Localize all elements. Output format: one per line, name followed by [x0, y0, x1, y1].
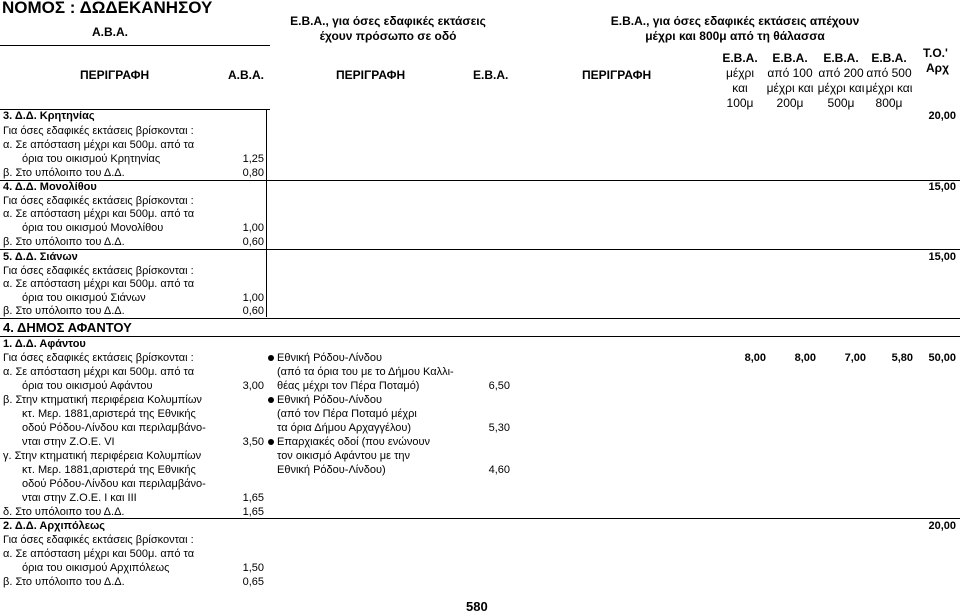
sea-col-1-l3: και: [732, 81, 748, 95]
road-1: Εθνική Ρόδου-Λίνδου: [277, 352, 382, 364]
bullet-icon: [268, 355, 274, 361]
monolithos-a-value: 1,00: [242, 222, 264, 234]
kritinia-a-value: 1,25: [242, 153, 264, 165]
kritinia-intro: Για όσες εδαφικές εκτάσεις βρίσκονται :: [3, 125, 194, 137]
afantou-sea-100: 8,00: [744, 352, 766, 364]
col-perigrafi-3: ΠΕΡΙΓΡΑΦΗ: [582, 68, 652, 82]
kritinia-a2: όρια του οικισμού Κρητηνίας: [22, 153, 161, 165]
row-rule: [0, 336, 960, 337]
row-rule: [0, 249, 960, 250]
afantou-a2: όρια του οικισμού Αφάντου: [22, 380, 153, 392]
header-sea-group: Ε.Β.Α., για όσες εδαφικές εκτάσεις απέχουν: [610, 14, 860, 28]
road-2: Εθνική Ρόδου-Λίνδου: [277, 394, 382, 406]
siana-a2: όρια του οικισμού Σιάνων: [22, 292, 146, 304]
row-rule: [0, 180, 960, 181]
afantou-sea-800: 5,80: [891, 352, 913, 364]
dimos-afantou-title: 4. ΔΗΜΟΣ ΑΦΑΝΤΟΥ: [3, 320, 132, 335]
sea-col-2-l4: 200μ: [776, 96, 804, 110]
road-3: Επαρχιακές οδοί (που ενώνουν: [277, 436, 430, 448]
siana-b: β. Στο υπόλοιπο του Δ.Δ.: [3, 305, 125, 317]
road-1-value: 6,50: [488, 380, 510, 392]
sea-col-3-l1: Ε.Β.Α.: [823, 51, 859, 65]
afantou-intro: Για όσες εδαφικές εκτάσεις βρίσκονται :: [3, 352, 194, 364]
sea-col-4-l4: 800μ: [875, 96, 903, 110]
kritinia-title: 3. Δ.Δ. Κρητηνίας: [3, 110, 95, 122]
afantou-d: δ. Στο υπόλοιπο του Δ.Δ.: [3, 506, 125, 518]
col-perigrafi-2: ΠΕΡΙΓΡΑΦΗ: [336, 68, 406, 82]
afantou-d-value: 1,65: [242, 506, 264, 518]
col-eba: Ε.Β.Α.: [473, 68, 509, 82]
archipoli-to: 20,00: [928, 520, 956, 532]
afantou-g1: γ. Στην κτηματική περιφέρεια Κολυμπίων: [3, 450, 202, 462]
archipoli-a1: α. Σε απόσταση μέχρι και 500μ. από τα: [3, 548, 195, 560]
col-to-1: Τ.Ο.': [923, 46, 948, 60]
road-2b: (από τον Πέρα Ποταμό μέχρι: [277, 408, 417, 420]
header-rule: [0, 45, 270, 46]
afantou-b-value: 3,50: [242, 436, 264, 448]
afantou-a1: α. Σε απόσταση μέχρι και 500μ. από τα: [3, 366, 195, 378]
afantou-b2: κτ. Μερ. 1881,αριστερά της Εθνικής: [22, 408, 196, 420]
afantou-sea-500: 7,00: [844, 352, 866, 364]
monolithos-title: 4. Δ.Δ. Μονολίθου: [3, 181, 97, 193]
sea-col-4-l3: μέχρι και: [865, 81, 913, 95]
afantou-a-value: 3,00: [242, 380, 264, 392]
siana-b-value: 0,60: [242, 305, 264, 317]
afantou-g3: οδού Ρόδου-Λίνδου και περιλαμβάνο-: [22, 478, 206, 490]
sea-col-2-l2: από 100: [767, 66, 813, 80]
siana-a-value: 1,00: [242, 292, 264, 304]
col-aba: Α.Β.Α.: [228, 68, 264, 82]
afantou-g2: κτ. Μερ. 1881,αριστερά της Εθνικής: [22, 464, 196, 476]
archipoli-a-value: 1,50: [242, 562, 264, 574]
bullet-icon: [268, 439, 274, 445]
archipoli-intro: Για όσες εδαφικές εκτάσεις βρίσκονται :: [3, 534, 194, 546]
monolithos-a2: όρια του οικισμού Μονολίθου: [22, 222, 164, 234]
monolithos-a1: α. Σε απόσταση μέχρι και 500μ. από τα: [3, 208, 195, 220]
afantou-b4: νται στην Ζ.Ο.Ε. VI: [22, 436, 115, 448]
road-2-value: 5,30: [488, 422, 510, 434]
afantou-b1: β. Στην κτηματική περιφέρεια Κολυμπίων: [3, 394, 202, 406]
sea-col-4-l2: από 500: [866, 66, 912, 80]
kritinia-b: β. Στο υπόλοιπο του Δ.Δ.: [3, 167, 125, 179]
sea-col-2-l1: Ε.Β.Α.: [772, 51, 808, 65]
page-number: 580: [466, 599, 488, 614]
sea-col-1-l4: 100μ: [726, 96, 754, 110]
row-rule: [0, 518, 960, 519]
kritinia-to: 20,00: [928, 110, 956, 122]
siana-a1: α. Σε απόσταση μέχρι και 500μ. από τα: [3, 278, 195, 290]
col-perigrafi-1: ΠΕΡΙΓΡΑΦΗ: [80, 68, 150, 82]
road-1c: θέας μέχρι τον Πέρα Ποταμό): [277, 380, 420, 392]
archipoli-title: 2. Δ.Δ. Αρχιπόλεως: [3, 520, 106, 532]
sea-col-3-l4: 500μ: [827, 96, 855, 110]
road-3c: Εθνική Ρόδου-Λίνδου): [277, 464, 386, 476]
road-3-value: 4,60: [488, 464, 510, 476]
header-aba: Α.Β.Α.: [92, 25, 128, 39]
afantou-to: 50,00: [928, 352, 956, 364]
monolithos-to: 15,00: [928, 181, 956, 193]
archipoli-b: β. Στο υπόλοιπο του Δ.Δ.: [3, 576, 125, 588]
sea-col-1-l1: Ε.Β.Α.: [722, 51, 758, 65]
header-road-group-2: έχουν πρόσωπο σε οδό: [319, 29, 457, 43]
afantou-g-value: 1,65: [242, 492, 264, 504]
siana-to: 15,00: [928, 251, 956, 263]
kritinia-a1: α. Σε απόσταση μέχρι και 500μ. από τα: [3, 139, 195, 151]
afantou-sea-200: 8,00: [794, 352, 816, 364]
header-sea-group-2: μέχρι και 800μ από τη θάλασσα: [645, 29, 825, 43]
siana-title: 5. Δ.Δ. Σιάνων: [3, 251, 78, 263]
afantou-b3: οδού Ρόδου-Λίνδου και περιλαμβάνο-: [22, 422, 206, 434]
aba-column-rule: [266, 110, 267, 317]
road-2c: τα όρια Δήμου Αρχαγγέλου): [277, 422, 412, 434]
road-3b: τον οικισμό Αφάντου με την: [277, 450, 411, 462]
sea-col-3-l3: μέχρι και: [817, 81, 865, 95]
afantou-title: 1. Δ.Δ. Αφάντου: [3, 338, 86, 350]
archipoli-b-value: 0,65: [242, 576, 264, 588]
siana-intro: Για όσες εδαφικές εκτάσεις βρίσκονται :: [3, 265, 194, 277]
prefecture-title: ΝΟΜΟΣ : ΔΩΔΕΚΑΝΗΣΟΥ: [2, 0, 213, 17]
monolithos-intro: Για όσες εδαφικές εκτάσεις βρίσκονται :: [3, 195, 194, 207]
row-rule: [0, 318, 960, 319]
sea-col-2-l3: μέχρι και: [766, 81, 814, 95]
kritinia-b-value: 0,80: [242, 167, 264, 179]
archipoli-a2: όρια του οικισμού Αρχιπόλεως: [22, 562, 170, 574]
bullet-icon: [268, 397, 274, 403]
header-road-group: Ε.Β.Α., για όσες εδαφικές εκτάσεις: [290, 14, 486, 28]
sea-col-4-l1: Ε.Β.Α.: [871, 51, 907, 65]
col-to-2: Αρχ: [926, 61, 949, 75]
monolithos-b: β. Στο υπόλοιπο του Δ.Δ.: [3, 236, 125, 248]
sea-col-3-l2: από 200: [818, 66, 864, 80]
afantou-g4: νται στην Ζ.Ο.Ε. I και III: [22, 492, 137, 504]
monolithos-b-value: 0,60: [242, 236, 264, 248]
road-1b: (από τα όρια του με το Δήμου Καλλι-: [277, 366, 454, 378]
sea-col-1-l2: μέχρι: [725, 66, 755, 80]
